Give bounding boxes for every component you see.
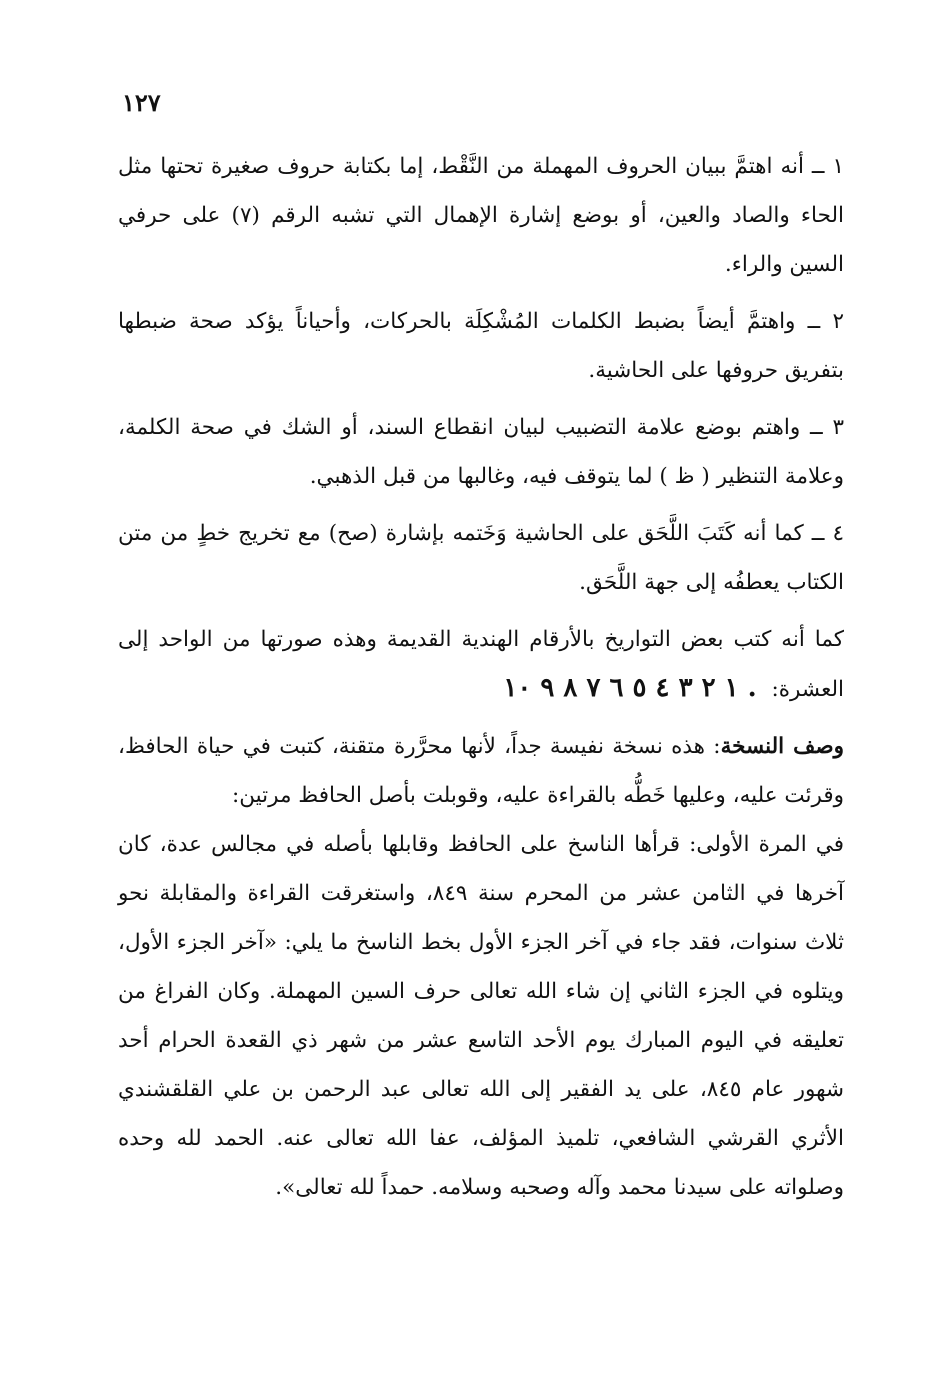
hindi-numerals-sample: ١ ٢ ٣ ٤ ٥ ٦ ٧ ٨ ٩ ١٠ . (503, 673, 757, 703)
list-item-1: ١ ــ أنه اهتمَّ ببيان الحروف المهملة من النَّقْط، إما بكتابة حروف صغيرة تحتها مثل الحاء والصاد والعين، أو بوضع إشارة الإهمال التي تشبه الرقم (٧) على حرفي السين والراء. (118, 154, 844, 277)
description-label: وصف النسخة (720, 734, 844, 759)
numerals-paragraph (118, 615, 844, 714)
description-text: : هذه نسخة نفيسة جداً، لأنها محرَّرة متقنة، كتبت في حياة الحافظ، وقرئت عليه، وعليها خَطُّه بالقراءة عليه، وقوبلت بأصل الحافظ مرتين: (118, 734, 844, 808)
first-collation-paragraph: في المرة الأولى: قرأها الناسخ على الحافظ وقابلها بأصله في مجالس عدة، كان آخرها في الثامن عشر من المحرم سنة ٨٤٩، واستغرقت القراءة والمقابلة نحو ثلاث سنوات، فقد جاء في آخر الجزء الأول بخط الناسخ ما يلي: «آخر الجزء الأول، ويتلوه في الجزء الثاني إن شاء الله تعالى حرف السين المهملة. وكان الفراغ من تعليقه في اليوم المبارك يوم الأحد التاسع عشر من شهر ذي القعدة الحرام أحد شهور عام ٨٤٥، على يد الفقير إلى الله تعالى عبد الرحمن بن علي القلقشندي الأثري القرشي الشافعي، تلميذ المؤلف، عفا الله تعالى عنه. الحمد لله وحده وصلواته على سيدنا محمد وآله وصحبه وسلامه. حمداً لله تعالى». (118, 832, 844, 1200)
page-number: ١٢٧ (122, 88, 161, 117)
book-page (118, 0, 844, 1376)
list-item-2: ٢ ــ واهتمَّ أيضاً بضبط الكلمات المُشْكِلَة بالحركات، وأحياناً يؤكد صحة ضبطها بتفريق حروفها على الحاشية. (118, 309, 844, 383)
list-item-4: ٤ ــ كما أنه كَتَبَ اللَّحَق على الحاشية وَخَتمه بإشارة (صح) مع تخريج خطٍ من متن الكتاب يعطفُه إلى جهة اللَّحَق. (118, 521, 844, 595)
numerals-text: كما أنه كتب بعض التواريخ بالأرقام الهندية القديمة وهذه صورتها من الواحد إلى العشرة: (118, 627, 844, 702)
manuscript-description (118, 722, 844, 820)
page-body (118, 142, 844, 1220)
list-item-3: ٣ ــ واهتم بوضع علامة التضبيب لبيان انقطاع السند، أو الشك في صحة الكلمة، وعلامة التنظير ( ظ ) لما يتوقف فيه، وغالبها من قبل الذهبي. (118, 415, 844, 489)
